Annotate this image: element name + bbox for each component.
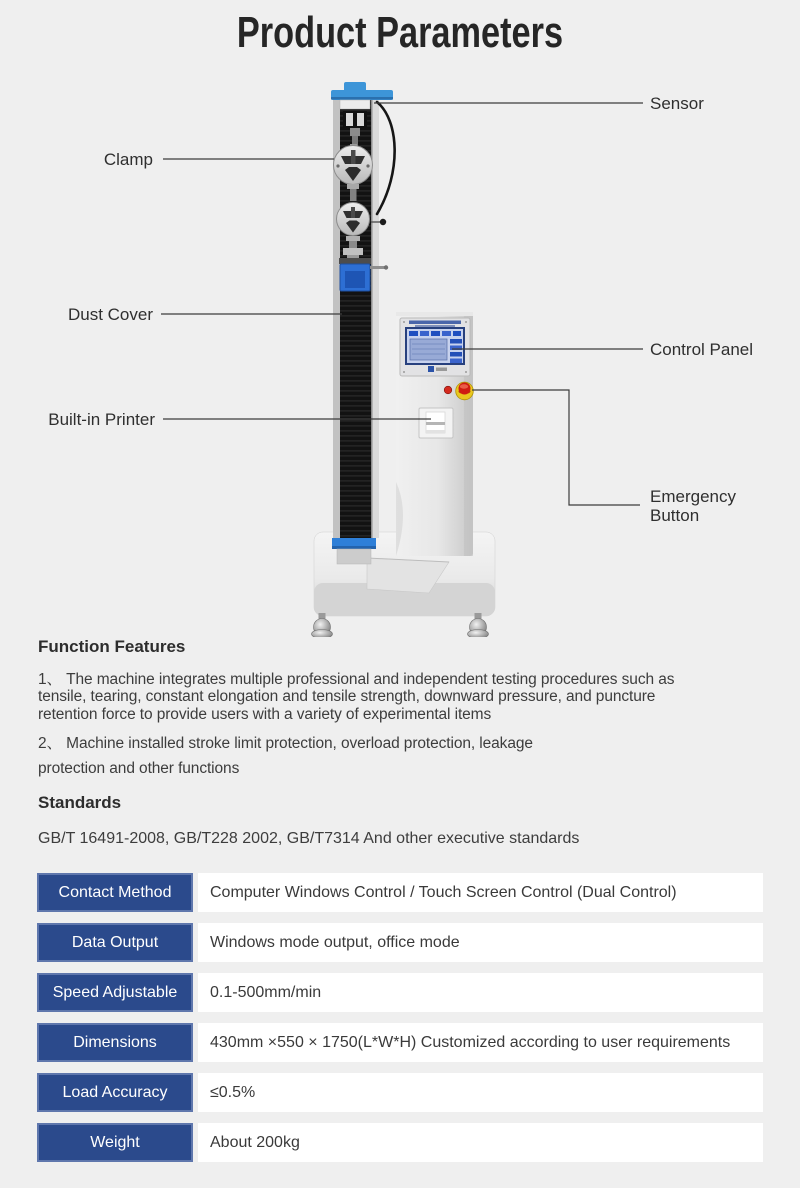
feature-line: protection and other functions	[38, 760, 240, 778]
standards-heading: Standards	[38, 793, 122, 813]
control-panel-graphic	[400, 318, 470, 376]
callout-label-control-panel: Control Panel	[650, 340, 754, 359]
feature-line: 2、 Machine installed stroke limit protection, overload protection, leakage	[38, 734, 533, 752]
features-heading: Function Features	[38, 637, 186, 656]
standards-text: GB/T 16491-2008, GB/T228 2002, GB/T7314 And other executive standards	[38, 830, 580, 848]
leveling-feet	[309, 613, 491, 637]
limit-knob	[380, 219, 386, 225]
feature-line: retention force to provide users with a variety of experimental items	[38, 705, 492, 723]
product-figure	[0, 62, 800, 637]
callout-line-emergency	[472, 390, 640, 505]
column-foot	[332, 538, 376, 564]
spec-value: About 200kg	[198, 1123, 763, 1162]
brand-logo	[428, 366, 434, 372]
spec-value: 430mm ×550 × 1750(L*W*H) Customized according to user requirements	[198, 1023, 763, 1062]
standards-section	[38, 793, 762, 848]
spec-label: Speed Adjustable	[37, 973, 193, 1012]
callout-label-emergency-button: Emergency Button	[650, 487, 736, 525]
spec-value: ≤0.5%	[198, 1073, 763, 1112]
callout-label-built-in-printer: Built-in Printer	[48, 410, 155, 429]
spec-label: Contact Method	[37, 873, 193, 912]
table-row	[37, 1073, 763, 1112]
table-row	[37, 973, 763, 1012]
table-row	[37, 1023, 763, 1062]
spec-value: Computer Windows Control / Touch Screen Control (Dual Control)	[198, 873, 763, 912]
title-block	[0, 0, 800, 62]
table-row	[37, 923, 763, 962]
pilot-light	[444, 386, 452, 394]
crosshead-block	[339, 258, 388, 291]
page-title: Product Parameters	[236, 8, 564, 57]
spec-value: Windows mode output, office mode	[198, 923, 763, 962]
printer-slot	[419, 408, 453, 438]
spec-label: Dimensions	[37, 1023, 193, 1062]
spec-table	[0, 873, 800, 1162]
spec-value: 0.1-500mm/min	[198, 973, 763, 1012]
column-top-cap	[331, 82, 393, 100]
feature-line: tensile, tearing, constant elongation and tensile strength, downward pressure, and puncture	[38, 688, 656, 706]
machine-column	[331, 82, 395, 564]
function-features-section	[38, 637, 762, 777]
spec-label: Data Output	[37, 923, 193, 962]
callout-label-clamp: Clamp	[103, 150, 153, 169]
sensor-cable	[377, 102, 395, 214]
spec-label: Weight	[37, 1123, 193, 1162]
spec-label: Load Accuracy	[37, 1073, 193, 1112]
callout-label-sensor: Sensor	[650, 94, 704, 113]
callout-label-dust-cover: Dust Cover	[67, 305, 153, 324]
feature-item-2	[38, 735, 762, 778]
table-row	[37, 1123, 763, 1162]
feature-item-1	[38, 671, 762, 723]
touch-screen	[406, 328, 464, 364]
clamp-lower	[337, 203, 370, 236]
feature-line: 1、 The machine integrates multiple professional and independent testing procedures such as	[38, 671, 675, 688]
table-row	[37, 873, 763, 912]
